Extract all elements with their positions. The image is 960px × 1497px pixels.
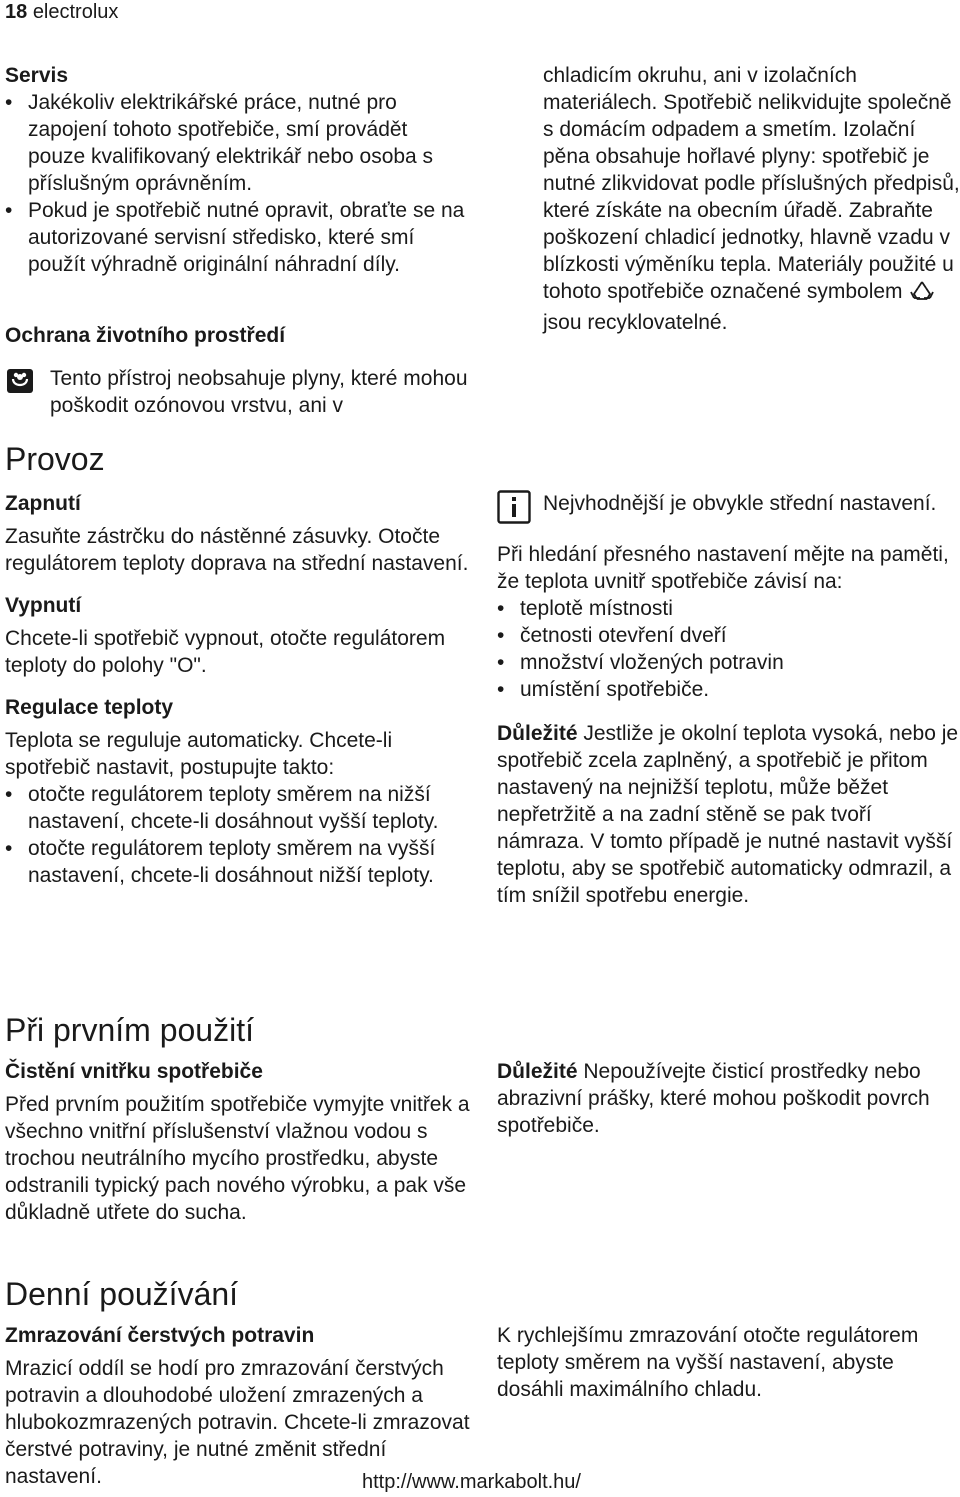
recycle-icon [910,280,934,309]
important-note [497,720,960,909]
environment-continued [543,62,960,336]
important-label: Důležité [497,1060,578,1083]
list-item: • otočte regulátorem teploty směrem na vyšší nastavení, chcete-li dosáhnout nižší teploty. [5,835,473,889]
page-number: 18 [5,1,28,23]
ozone-safe-icon [5,365,35,395]
first-use-important [497,1058,960,1139]
environment-continued-text-1: chladicím okruhu, ani v izolačních materiálech. Spotřebič nelikvidujte společně s domácím odpadem a smetím. Izolační pěna obsahuje hořlavé plyny: spotřebič je nutné zlikvidovat podle příslušných předpisů, které získáte na obecním úřadě. Zabraňte poškození chladicí jednotky, hlavně vzadu v blízkosti výměníku tepla. Materiály použité u tohoto spotřebiče označené symbolem [543,64,960,303]
servis-section [5,62,470,278]
list-item: • umístění spotřebiče. [497,676,960,703]
list-item: • otočte regulátorem teploty směrem na nižší nastavení, chcete-li dosáhnout vyšší teploty. [5,781,473,835]
important-text: Jestliže je okolní teplota vysoká, nebo je spotřebič zcela zaplněný, a spotřebič je přitom nastavený na nejnižší teplotu, může běžet nepřetržitě a na zadní stěně se pak tvoří námraza. V tomto případě je nutné nastavit vyšší teplotu, aby se spotřebič automaticky odmrazil, a tím snížil spotřebu energie. [497,722,959,907]
list-item: • Jakékoliv elektrikářské práce, nutné pro zapojení tohoto spotřebiče, smí provádět pouze kvalifikovaný elektrikář nebo osoba s příslušným oprávněním. [5,89,470,197]
first-use-title: Při prvním použití [5,1012,254,1048]
zapnuti-title: Zapnutí [5,492,81,515]
provoz-left [5,490,473,889]
brand-name: electrolux [32,1,119,23]
daily-use-text: Mrazicí oddíl se hodí pro zmrazování čerstvých potravin a dlouhodobé uložení zmrazených a hlubokozmrazených potravin. Chcete-li zmrazovat čerstvé potraviny, je nutné změnit střední nastavení. [5,1357,470,1488]
first-use-left [5,1058,473,1226]
info-text: Nejvhodnější je obvykle střední nastavení. [543,492,937,515]
provoz-title: Provoz [5,441,105,477]
vypnuti-text: Chcete-li spotřebič vypnout, otočte regulátorem teploty do polohy "O". [5,627,446,677]
regulace-list [5,781,473,889]
environment-text: Tento přístroj neobsahuje plyny, které mohou poškodit ozónovou vrstvu, ani v [50,367,468,417]
provoz-right [497,490,960,909]
servis-title: Servis [5,64,69,87]
list-item: • teplotě místnosti [497,595,960,622]
daily-use-left [5,1322,473,1490]
info-icon [497,490,531,524]
first-use-subtitle: Čistění vnitřku spotřebiče [5,1060,263,1083]
footer-url[interactable]: http://www.markabolt.hu/ [362,1471,581,1493]
important-text: Nepoužívejte čisticí prostředky nebo abrazivní prášky, které mohou poškodit povrch spotřebiče. [497,1060,930,1137]
vypnuti-title: Vypnutí [5,594,82,617]
zapnuti-text: Zasuňte zástrčku do nástěnné zásuvky. Otočte regulátorem teploty doprava na střední nastavení. [5,525,469,575]
environment-title: Ochrana životního prostředí [5,324,286,347]
page-header [5,0,118,24]
hint-list [497,595,960,703]
daily-use-right-text: K rychlejšímu zmrazování otočte regulátorem teploty směrem na vyšší nastavení, abyste dosáhli maximálního chladu. [497,1324,919,1401]
regulace-text: Teplota se reguluje automaticky. Chcete-li spotřebič nastavit, postupujte takto: [5,729,393,779]
regulace-title: Regulace teploty [5,696,174,719]
first-use-text: Před prvním použitím spotřebiče vymyjte vnitřek a všechno vnitřní příslušenství vlažnou vodou s trochou neutrálního mycího prostředku, abyste odstranili typický pach nového výrobku, a pak vše důkladně utřete do sucha. [5,1093,470,1224]
list-item: • Pokud je spotřebič nutné opravit, obraťte se na autorizované servisní středisko, které smí použít výhradně originální náhradní díly. [5,197,470,278]
daily-use-subtitle: Zmrazování čerstvých potravin [5,1324,315,1347]
list-item: • množství vložených potravin [497,649,960,676]
list-item: • četnosti otevření dveří [497,622,960,649]
hint-text: Při hledání přesného nastavení mějte na paměti, že teplota uvnitř spotřebiče závisí na: [497,543,949,593]
environment-section [5,322,475,419]
environment-continued-text-2: jsou recyklovatelné. [543,311,728,334]
daily-use-title: Denní používání [5,1276,239,1312]
important-label: Důležité [497,722,578,745]
servis-list [5,89,470,278]
